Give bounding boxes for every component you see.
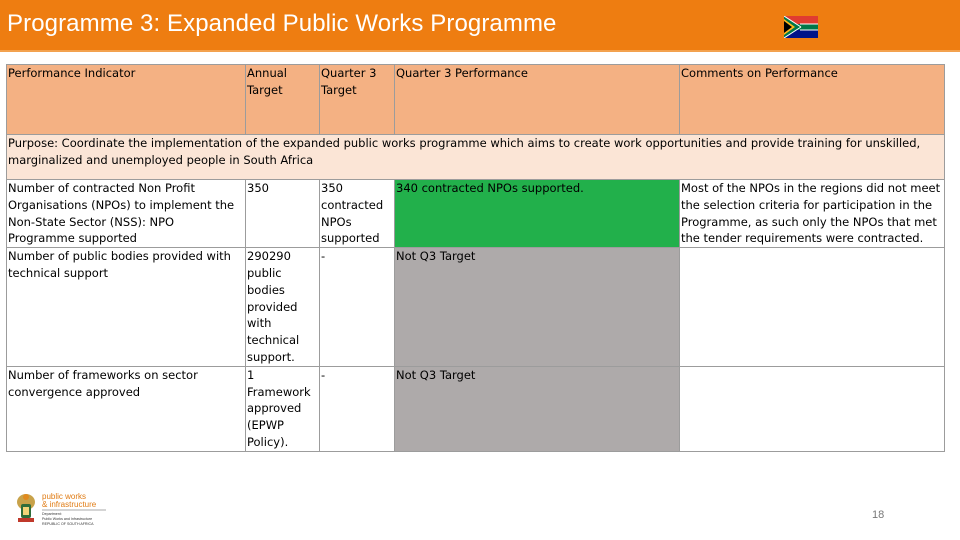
header-annual-target: Annual Target: [246, 65, 320, 135]
table-row: [7, 248, 945, 367]
table-header-row: [7, 65, 945, 135]
svg-text:Public Works and Infrastructur: Public Works and Infrastructure: [42, 517, 93, 521]
south-africa-flag-icon: [784, 16, 818, 38]
q3-target-cell: -: [320, 366, 395, 451]
header-comments: Comments on Performance: [680, 65, 945, 135]
table-row: [7, 366, 945, 451]
indicator-cell: Number of contracted Non Profit Organisations (NPOs) to implement the Non-State Sector (NSS): NPO Programme supported: [7, 180, 246, 248]
purpose-row: [7, 135, 945, 180]
page-number: 18: [872, 509, 885, 521]
q3-performance-cell: 340 contracted NPOs supported.: [395, 180, 680, 248]
header-performance-indicator: Performance Indicator: [7, 65, 246, 135]
performance-table: [6, 64, 945, 452]
table-row: [7, 180, 945, 248]
purpose-text: Purpose: Coordinate the implementation of the expanded public works programme which aims to create work opportunities and provide training for unskilled, marginalized and unemployed people in South Africa: [7, 135, 945, 180]
q3-performance-cell: Not Q3 Target: [395, 366, 680, 451]
department-logo: [14, 490, 109, 530]
q3-performance-cell: Not Q3 Target: [395, 248, 680, 367]
indicator-cell: Number of frameworks on sector convergence approved: [7, 366, 246, 451]
title-bar: [0, 0, 960, 52]
comments-cell: [680, 366, 945, 451]
coat-of-arms-icon: [17, 494, 35, 522]
annual-target-cell: 350: [246, 180, 320, 248]
svg-text:Department:: Department:: [42, 512, 62, 516]
header-q3-target: Quarter 3 Target: [320, 65, 395, 135]
svg-text:& infrastructure: & infrastructure: [42, 500, 97, 509]
page-title: Programme 3: Expanded Public Works Programme: [7, 10, 557, 37]
annual-target-cell: 1 Framework approved (EPWP Policy).: [246, 366, 320, 451]
comments-cell: Most of the NPOs in the regions did not meet the selection criteria for participation in the Programme, as such only the NPOs that met the tender requirements were contracted.: [680, 180, 945, 248]
svg-text:REPUBLIC OF SOUTH AFRICA: REPUBLIC OF SOUTH AFRICA: [42, 522, 94, 526]
indicator-cell: Number of public bodies provided with technical support: [7, 248, 246, 367]
q3-target-cell: 350 contracted NPOs supported: [320, 180, 395, 248]
q3-target-cell: -: [320, 248, 395, 367]
svg-text:public works: public works: [42, 492, 87, 501]
comments-cell: [680, 248, 945, 367]
annual-target-cell: 290290 public bodies provided with technical support.: [246, 248, 320, 367]
header-q3-performance: Quarter 3 Performance: [395, 65, 680, 135]
